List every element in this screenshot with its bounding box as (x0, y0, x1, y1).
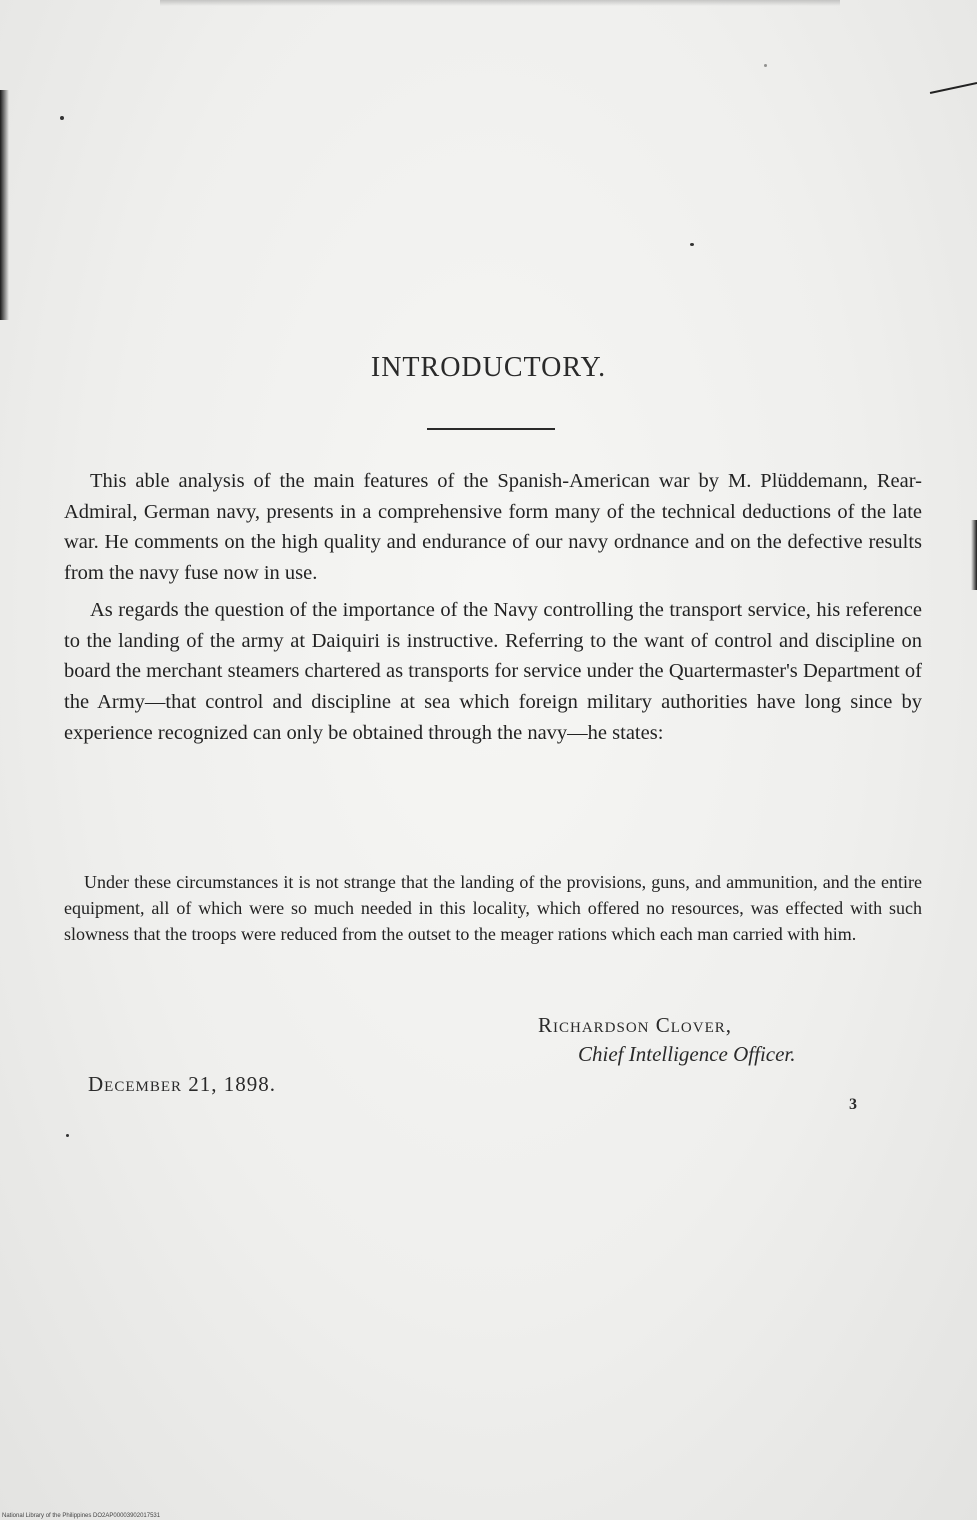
page-title: INTRODUCTORY. (370, 352, 607, 383)
block-quote: Under these circumstances it is not strange that the landing of the provisions, guns, and ammunition, and the entire equipment, all of which were so much needed in this locality, which offered no resources, was effected with such slowness that the troops were reduced from the outset to the meager rations which each man carried with him. (64, 872, 922, 945)
paragraph-1: This able analysis of the main features of the Spanish-American war by M. Plüddemann, Rear-Admiral, German navy, presents in a comprehensive form many of the technical deductions of the late war. He comments on the high quality and endurance of our navy ordnance and on the defective results from the navy fuse now in use. (64, 470, 922, 585)
page-number: 3 (849, 1096, 857, 1113)
signature-title: Chief Intelligence Officer. (578, 1042, 796, 1066)
scan-shadow-left (0, 90, 9, 320)
body-text (64, 466, 922, 748)
scan-speck (66, 1134, 69, 1137)
scan-mark (930, 82, 977, 94)
paragraph-2: As regards the question of the importance of the Navy controlling the transport service, his reference to the landing of the army at Daiquiri is instructive. Referring to the want of control and discipline on board the merchant steamers chartered as transports for service under the Quartermaster's Department of the Army—that control and discipline at sea which foreign military authorities have long since by experience recognized can only be obtained through the navy—he states: (64, 598, 922, 744)
scan-smudge (160, 0, 840, 6)
title-divider (427, 428, 555, 430)
scan-speck (690, 243, 694, 246)
signature-name: Richardson Clover, (538, 1013, 733, 1037)
footer-credit: National Library of the Philippines DO2AP00003902017531 (2, 1513, 161, 1519)
scan-speck (60, 116, 64, 120)
scan-shadow-right (971, 520, 977, 590)
scan-speck (764, 64, 767, 67)
document-date: December 21, 1898. (88, 1072, 277, 1096)
